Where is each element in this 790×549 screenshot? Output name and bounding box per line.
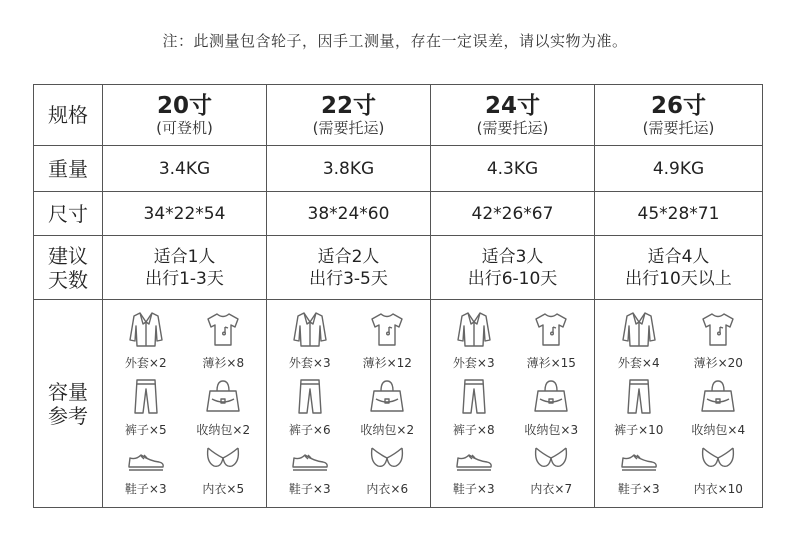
capacity-header-line1: 容量 bbox=[48, 379, 88, 404]
capacity-item-bag bbox=[187, 377, 261, 438]
capacity-cell bbox=[267, 300, 431, 508]
capacity-item-bag bbox=[681, 377, 757, 438]
people-count: 适合2人 bbox=[317, 246, 380, 267]
weight-value: 4.9KG bbox=[595, 146, 763, 192]
capacity-label: 薄衫×8 bbox=[202, 356, 245, 370]
capacity-header-line2: 参考 bbox=[48, 403, 88, 428]
capacity-item-jacket bbox=[601, 310, 677, 371]
size-cell-22 bbox=[267, 85, 431, 146]
trip-days: 出行1-3天 bbox=[145, 268, 224, 289]
weight-value: 3.4KG bbox=[103, 146, 267, 192]
size-note: (需要托运) bbox=[312, 119, 385, 137]
pants-icon bbox=[453, 377, 495, 419]
jacket-icon bbox=[453, 310, 495, 352]
tshirt-icon bbox=[697, 310, 739, 352]
pants-icon bbox=[618, 377, 660, 419]
capacity-item-underwear bbox=[681, 444, 757, 497]
tshirt-icon bbox=[530, 310, 572, 352]
capacity-item-pants bbox=[109, 377, 183, 438]
handbag-icon bbox=[202, 377, 244, 419]
bra-icon bbox=[530, 444, 572, 478]
pants-icon bbox=[125, 377, 167, 419]
capacity-label: 鞋子×3 bbox=[452, 482, 495, 496]
capacity-label: 内衣×5 bbox=[202, 482, 245, 496]
capacity-grid bbox=[103, 306, 266, 501]
capacity-item-underwear bbox=[351, 444, 425, 497]
dimensions-value: 45*28*71 bbox=[595, 192, 763, 236]
days-header-line1: 建议 bbox=[48, 243, 88, 268]
capacity-label: 薄衫×15 bbox=[526, 356, 576, 370]
capacity-label: 裤子×10 bbox=[614, 423, 664, 437]
weight-value: 4.3KG bbox=[431, 146, 595, 192]
shoe-icon bbox=[289, 444, 331, 478]
size-note: (需要托运) bbox=[642, 119, 715, 137]
size-cell-20 bbox=[103, 85, 267, 146]
capacity-label: 收纳包×3 bbox=[524, 423, 579, 437]
size-label: 24寸 bbox=[484, 93, 540, 119]
capacity-item-pants bbox=[437, 377, 511, 438]
size-cell-26 bbox=[595, 85, 763, 146]
size-cell-24 bbox=[431, 85, 595, 146]
capacity-label: 薄衫×12 bbox=[362, 356, 412, 370]
capacity-item-shirt bbox=[681, 310, 757, 371]
measurement-note: 注：此测量包含轮子，因手工测量，存在一定误差，请以实物为准。 bbox=[162, 32, 628, 50]
capacity-label: 薄衫×20 bbox=[693, 356, 743, 370]
capacity-label: 内衣×7 bbox=[530, 482, 573, 496]
capacity-item-jacket bbox=[109, 310, 183, 371]
capacity-label: 内衣×10 bbox=[693, 482, 743, 496]
capacity-label: 收纳包×4 bbox=[691, 423, 746, 437]
size-label: 22寸 bbox=[320, 93, 376, 119]
jacket-icon bbox=[289, 310, 331, 352]
tshirt-icon bbox=[366, 310, 408, 352]
capacity-label: 外套×3 bbox=[452, 356, 495, 370]
capacity-item-shirt bbox=[187, 310, 261, 371]
handbag-icon bbox=[366, 377, 408, 419]
capacity-label: 鞋子×3 bbox=[288, 482, 331, 496]
days-row bbox=[34, 236, 763, 300]
days-value bbox=[595, 236, 763, 300]
capacity-label: 鞋子×3 bbox=[124, 482, 167, 496]
capacity-cell bbox=[431, 300, 595, 508]
bra-icon bbox=[697, 444, 739, 478]
capacity-label: 裤子×6 bbox=[288, 423, 331, 437]
capacity-label: 收纳包×2 bbox=[360, 423, 415, 437]
shoe-icon bbox=[453, 444, 495, 478]
trip-days: 出行10天以上 bbox=[625, 268, 732, 289]
people-count: 适合1人 bbox=[153, 246, 216, 267]
capacity-item-shirt bbox=[515, 310, 589, 371]
capacity-header bbox=[34, 300, 103, 508]
capacity-label: 裤子×8 bbox=[452, 423, 495, 437]
size-note: (可登机) bbox=[156, 119, 213, 137]
days-value bbox=[431, 236, 595, 300]
bra-icon bbox=[202, 444, 244, 478]
people-count: 适合3人 bbox=[481, 246, 544, 267]
shoe-icon bbox=[618, 444, 660, 478]
days-header bbox=[34, 236, 103, 300]
dimensions-row bbox=[34, 192, 763, 236]
capacity-item-underwear bbox=[187, 444, 261, 497]
capacity-item-shoes bbox=[109, 444, 183, 497]
capacity-item-pants bbox=[273, 377, 347, 438]
spec-row bbox=[34, 85, 763, 146]
capacity-item-shoes bbox=[273, 444, 347, 497]
capacity-grid bbox=[267, 306, 430, 501]
capacity-label: 收纳包×2 bbox=[196, 423, 251, 437]
capacity-label: 鞋子×3 bbox=[617, 482, 660, 496]
capacity-item-bag bbox=[515, 377, 589, 438]
capacity-item-shoes bbox=[601, 444, 677, 497]
pants-icon bbox=[289, 377, 331, 419]
trip-days: 出行6-10天 bbox=[467, 268, 558, 289]
capacity-item-shirt bbox=[351, 310, 425, 371]
capacity-cell bbox=[595, 300, 763, 508]
trip-days: 出行3-5天 bbox=[309, 268, 388, 289]
capacity-item-bag bbox=[351, 377, 425, 438]
handbag-icon bbox=[697, 377, 739, 419]
tshirt-icon bbox=[202, 310, 244, 352]
size-note: (需要托运) bbox=[476, 119, 549, 137]
capacity-label: 内衣×6 bbox=[366, 482, 409, 496]
capacity-label: 外套×3 bbox=[288, 356, 331, 370]
jacket-icon bbox=[125, 310, 167, 352]
weight-value: 3.8KG bbox=[267, 146, 431, 192]
dimensions-value: 34*22*54 bbox=[103, 192, 267, 236]
shoe-icon bbox=[125, 444, 167, 478]
capacity-item-jacket bbox=[273, 310, 347, 371]
days-value bbox=[267, 236, 431, 300]
bra-icon bbox=[366, 444, 408, 478]
capacity-item-underwear bbox=[515, 444, 589, 497]
spec-header: 规格 bbox=[34, 85, 103, 146]
capacity-item-jacket bbox=[437, 310, 511, 371]
days-header-line2: 天数 bbox=[48, 267, 88, 292]
dimensions-header: 尺寸 bbox=[34, 192, 103, 236]
weight-row bbox=[34, 146, 763, 192]
dimensions-value: 38*24*60 bbox=[267, 192, 431, 236]
weight-header: 重量 bbox=[34, 146, 103, 192]
spec-table bbox=[33, 84, 763, 508]
capacity-cell bbox=[103, 300, 267, 508]
dimensions-value: 42*26*67 bbox=[431, 192, 595, 236]
capacity-label: 裤子×5 bbox=[124, 423, 167, 437]
size-label: 20寸 bbox=[156, 93, 212, 119]
capacity-row bbox=[34, 300, 763, 508]
capacity-grid bbox=[595, 306, 762, 501]
capacity-label: 外套×2 bbox=[124, 356, 167, 370]
capacity-item-pants bbox=[601, 377, 677, 438]
capacity-item-shoes bbox=[437, 444, 511, 497]
days-value bbox=[103, 236, 267, 300]
size-label: 26寸 bbox=[650, 93, 706, 119]
capacity-grid bbox=[431, 306, 594, 501]
capacity-label: 外套×4 bbox=[617, 356, 660, 370]
jacket-icon bbox=[618, 310, 660, 352]
handbag-icon bbox=[530, 377, 572, 419]
people-count: 适合4人 bbox=[647, 246, 710, 267]
